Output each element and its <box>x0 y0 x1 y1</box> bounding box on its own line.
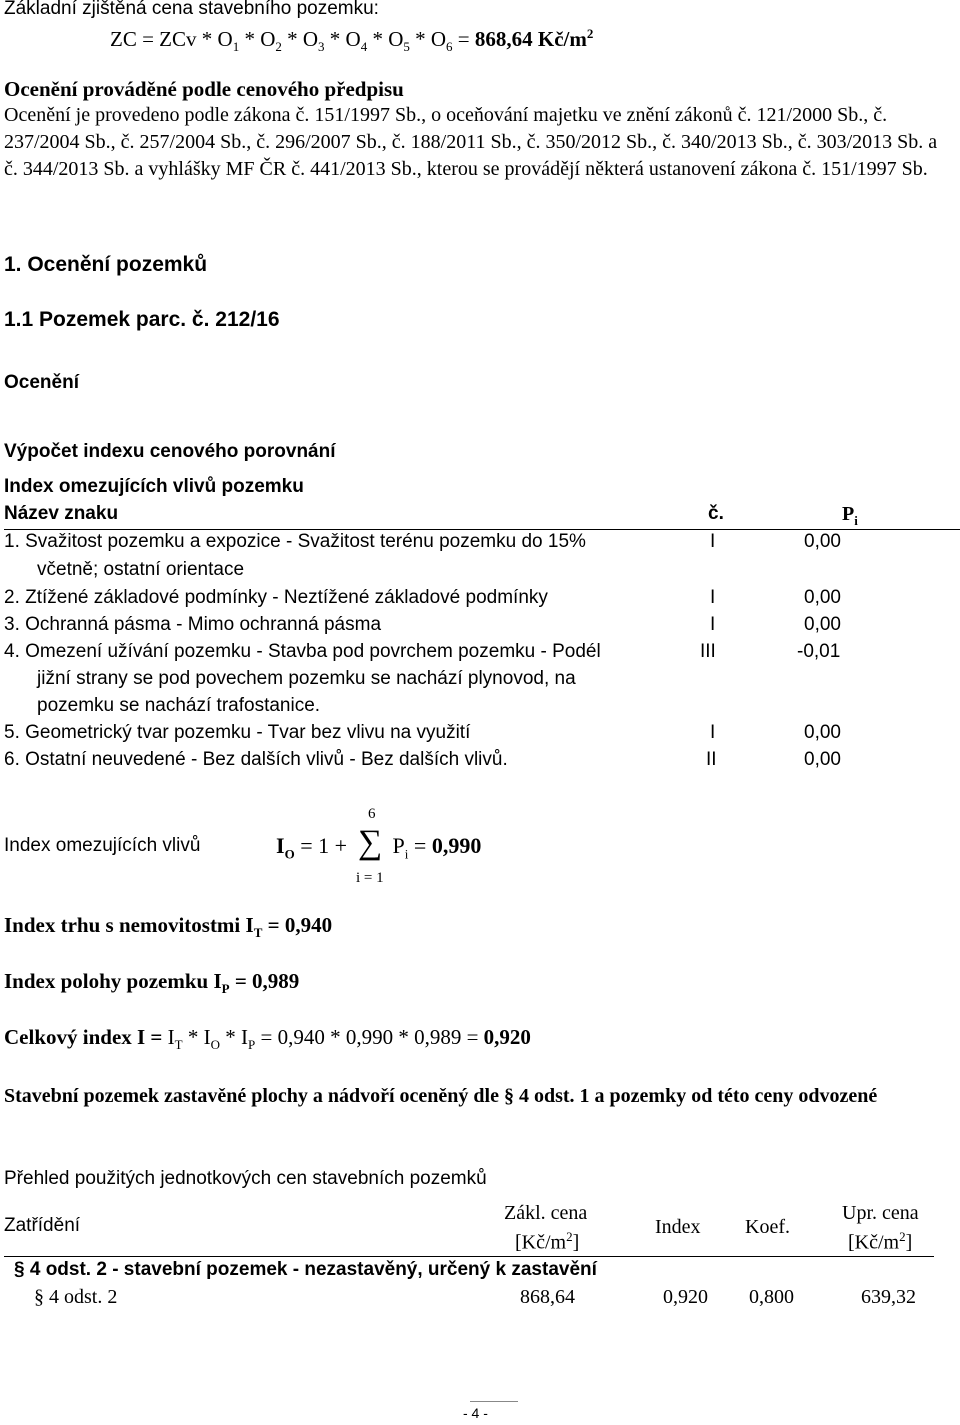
total-result: 0,920 <box>483 1025 531 1049</box>
row-koef: 0,800 <box>749 1286 794 1308</box>
sum-symbol: ∑ <box>358 824 383 861</box>
factor-value: -0,01 <box>797 641 841 662</box>
page-number: - 4 - <box>463 1405 488 1421</box>
factor-value: 0,00 <box>804 722 841 743</box>
header-name: Název znaku <box>4 503 119 524</box>
col-index: Index <box>655 1216 701 1238</box>
section-subtitle: 1.1 Pozemek parc. č. 212/16 <box>4 308 280 331</box>
factor-text: 2. Ztížené základové podmínky - Neztížené základové podmínky <box>4 587 548 608</box>
factor-text: 5. Geometrický tvar pozemku - Tvar bez vlivu na využití <box>4 722 471 743</box>
base-price-heading: Základní zjištěná cena stavebního pozemku: <box>4 0 379 19</box>
io-formula: $I_O = 1 + P_i = 0,990$ <box>276 833 482 862</box>
factor-value: 0,00 <box>804 614 841 635</box>
land-text: Stavební pozemek zastavěné plochy a nádvoří oceněný dle § 4 odst. 1 a pozemky od této ceny odvozené <box>4 1085 878 1107</box>
total-index: Celkový index $I = I_T * I_O * I_P = 0,940 * 0,990 * 0,989 = 0,920$ <box>4 1025 531 1053</box>
base-price-value: 868,64 Kč/m <box>474 27 587 51</box>
col-zatrideni: Zatřídění <box>4 1215 81 1236</box>
factor-text: 1. Svažitost pozemku a expozice - Svažitost terénu pozemku do 15% <box>4 531 586 552</box>
factor-text: 4. Omezení užívání pozemku - Stavba pod povrchem pozemku - Podél <box>4 641 601 662</box>
col-zakl-1: Zákl. cena <box>504 1202 588 1224</box>
sum-lower: i = 1 <box>356 870 384 886</box>
index-ip: Index polohy pozemku $I_P = 0,989$ <box>4 969 300 997</box>
col-zakl-2: $[Kč/m^2]$ <box>515 1229 580 1254</box>
factor-no: I <box>710 722 716 743</box>
regulation-heading: Ocenění prováděné podle cenového předpisu <box>4 77 404 101</box>
row-name: § 4 odst. 2 <box>34 1286 118 1308</box>
header-p: $P_i$ <box>842 503 858 528</box>
factor-text: 6. Ostatní neuvedené - Bez dalších vlivů - Bez dalších vlivů. <box>4 749 508 770</box>
factor-no: I <box>710 614 716 635</box>
factor-text-cont: včetně; ostatní orientace <box>37 559 245 580</box>
base-price-formula: ZC = ZCv * $O_1 * O_2 * O_3 * O_4 * O_5 * O_6 = 868,64$ $Kč/m^2$ <box>110 26 594 55</box>
factor-value: 0,00 <box>804 587 841 608</box>
factor-no: I <box>710 531 716 552</box>
calc-title: Výpočet indexu cenového porovnání <box>4 441 336 462</box>
col-upr-2: $[Kč/m^2]$ <box>848 1229 913 1254</box>
header-rule <box>4 529 960 530</box>
overview-group: § 4 odst. 2 - stavební pozemek - nezastavěný, určený k zastavění <box>14 1259 597 1280</box>
index-it: Index trhu s nemovitostmi $I_T = 0,940$ <box>4 913 333 941</box>
index-title: Index omezujících vlivů pozemku <box>4 476 304 497</box>
factor-value: 0,00 <box>804 531 841 552</box>
factor-no: I <box>710 587 716 608</box>
oceneni-heading: Ocenění <box>4 372 79 393</box>
row-zakl: 868,64 <box>520 1286 575 1308</box>
regulation-text: Ocenění je provedeno podle zákona č. 151/1997 Sb., o oceňování majetku ve znění zákonů č. 121/2000 Sb., č. 237/2004 Sb., č. 257/2004 Sb., č. 296/2007 Sb., č. 188/2011 Sb., č. 350/2012 Sb., č. 340/2013 Sb., č. 303/2013 Sb. a č. 344/2013 Sb. a vyhlášky MF ČR č. 441/2013 Sb., kterou se provádějí některá ustanovení zákona č. 151/1997 Sb. <box>4 104 938 180</box>
factor-value: 0,00 <box>804 749 841 770</box>
factor-text-cont: pozemku se nachází trafostanice. <box>37 695 321 716</box>
row-upr: 639,32 <box>861 1286 916 1308</box>
col-upr-1: Upr. cena <box>842 1202 919 1224</box>
factor-text: 3. Ochranná pásma - Mimo ochranná pásma <box>4 614 382 635</box>
row-index: 0,920 <box>663 1286 708 1308</box>
io-label: Index omezujících vlivů <box>4 835 201 856</box>
overview-title: Přehled použitých jednotkových cen stavebních pozemků <box>4 1168 487 1189</box>
footer-line <box>470 1401 518 1402</box>
header-no: č. <box>708 503 724 524</box>
overview-rule <box>4 1256 934 1257</box>
io-result: 0,990 <box>431 833 482 858</box>
factor-text-cont: jižní strany se pod povechem pozemku se nachází plynovod, na <box>37 668 576 689</box>
factor-no: II <box>706 749 717 770</box>
col-koef: Koef. <box>745 1216 790 1238</box>
factor-no: III <box>700 641 716 662</box>
factor-table-header <box>4 503 874 529</box>
sum-upper: 6 <box>368 806 376 822</box>
section-title: 1. Ocenění pozemků <box>4 253 208 276</box>
